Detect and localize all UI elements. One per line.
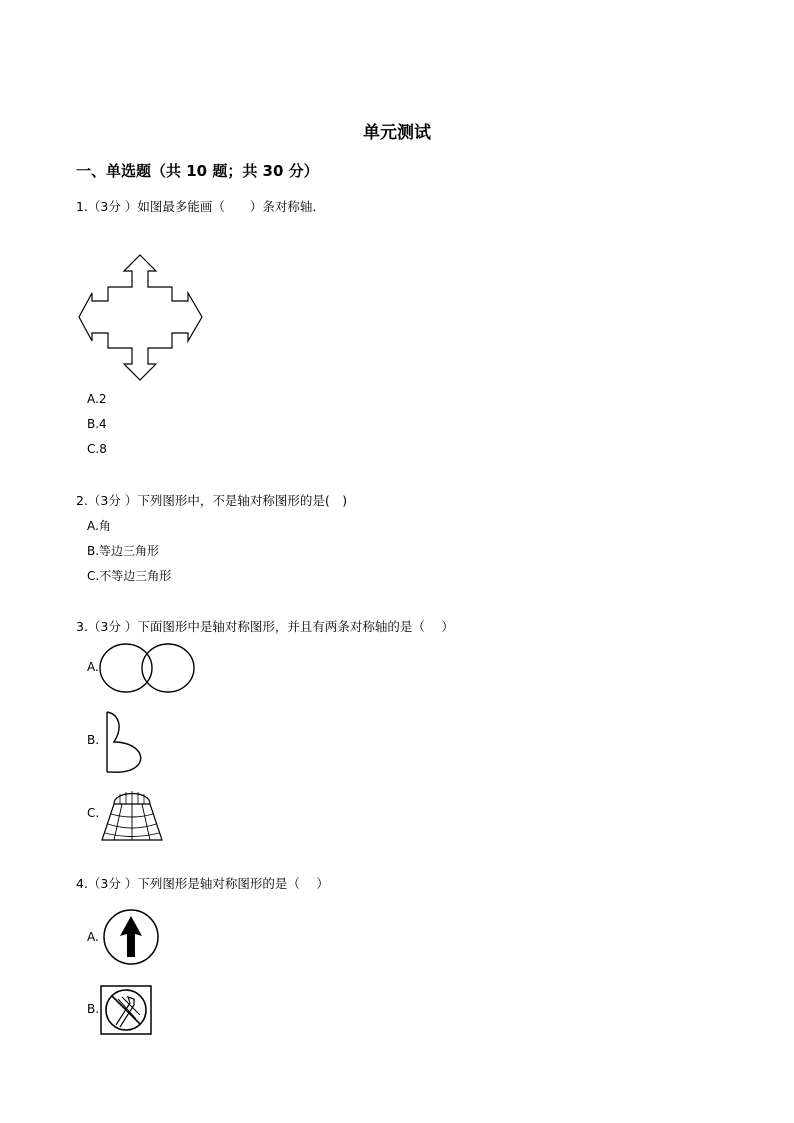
- question-1-text: 1.（3分 ）如图最多能画（ ）条对称轴．: [76, 199, 325, 214]
- question-1-option-c[interactable]: C.8: [87, 442, 107, 456]
- question-4-option-a[interactable]: A.: [87, 930, 99, 944]
- question-3-option-c[interactable]: C.: [87, 806, 100, 820]
- question-3-figure-letter-b: [102, 710, 148, 774]
- section-heading: 一、单选题（共 10 题；共 30 分）: [76, 162, 319, 180]
- question-3-text: 3.（3分 ）下面图形中是轴对称图形，并且有两条对称轴的是（ ）: [76, 619, 454, 634]
- question-2-option-b[interactable]: B.等边三角形: [87, 544, 160, 558]
- question-4-figure-no-tools-sign: [100, 985, 152, 1035]
- question-3-option-a[interactable]: A.: [87, 660, 99, 674]
- question-4-figure-up-arrow-sign: [102, 908, 160, 966]
- question-1-option-b[interactable]: B.4: [87, 417, 107, 431]
- question-1-option-a[interactable]: A.2: [87, 392, 107, 406]
- question-4-text: 4.（3分 ）下列图形是轴对称图形的是（ ）: [76, 876, 329, 891]
- question-2-option-c[interactable]: C.不等边三角形: [87, 569, 172, 583]
- page-title: 单元测试: [363, 123, 431, 143]
- question-3-figure-shuttlecock: [100, 788, 164, 842]
- question-3-figure-two-circles: [99, 642, 197, 694]
- question-3-option-b[interactable]: B.: [87, 733, 100, 747]
- question-2-option-a[interactable]: A.角: [87, 519, 111, 533]
- question-4-option-b[interactable]: B.: [87, 1002, 100, 1016]
- question-1-figure-four-arrows: [78, 254, 204, 382]
- question-2-text: 2.（3分 ）下列图形中，不是轴对称图形的是( ): [76, 493, 348, 508]
